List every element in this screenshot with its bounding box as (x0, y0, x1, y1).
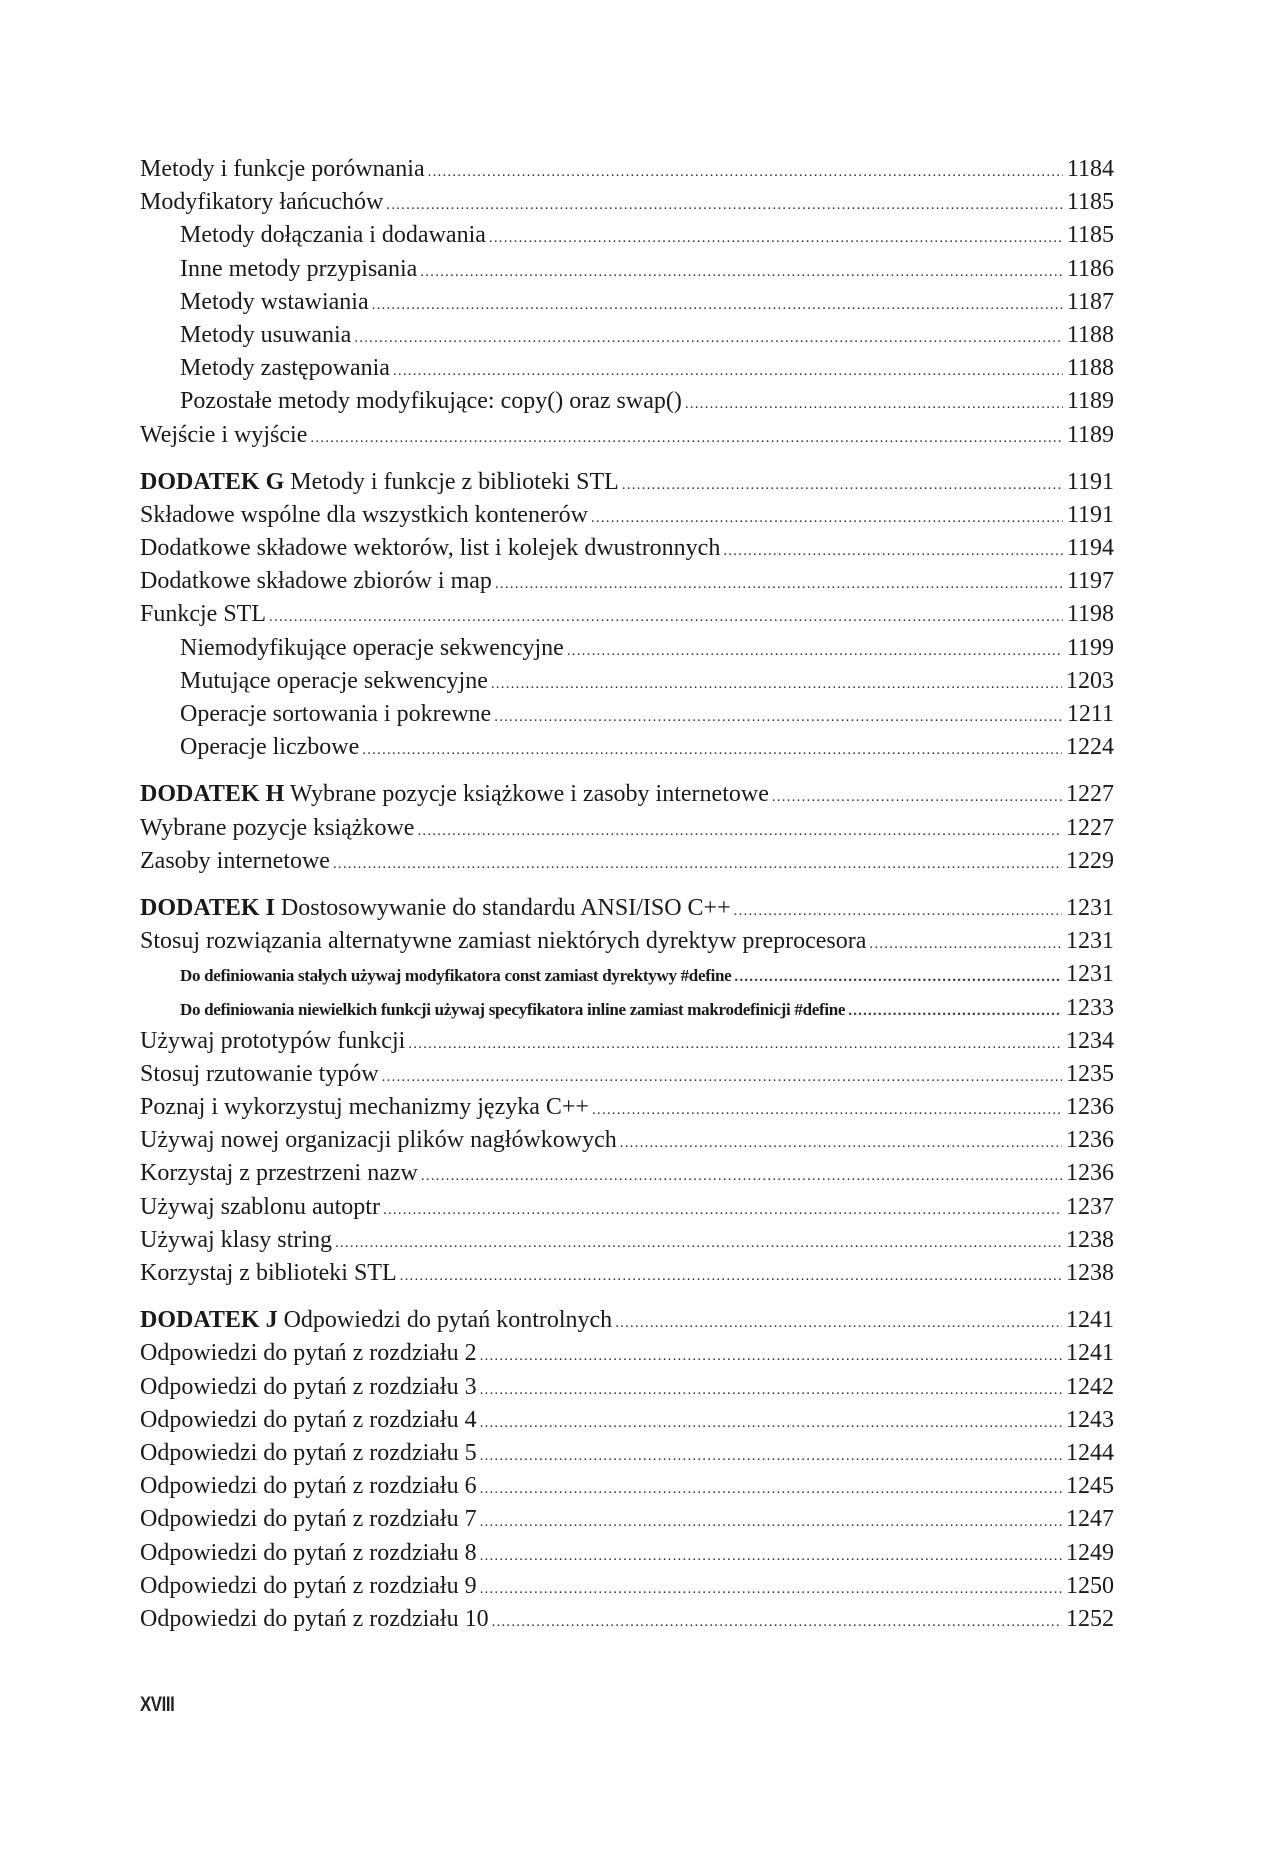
toc-entry-title (140, 1091, 589, 1124)
dot-leader (480, 1340, 1062, 1373)
dot-leader (428, 156, 1063, 189)
dot-leader (421, 1160, 1062, 1193)
toc-entry-title (140, 812, 414, 845)
toc-entry-title (140, 598, 266, 631)
toc-appendix-heading (140, 466, 1114, 499)
dot-leader (622, 469, 1063, 502)
toc-entry-title (140, 632, 564, 665)
entry-text: Dodatkowe składowe wektorów, list i kolejek dwustronnych (140, 535, 721, 562)
toc-entry-title (140, 731, 359, 764)
toc-entry (140, 1224, 1114, 1257)
entry-text: Odpowiedzi do pytań z rozdziału 5 (140, 1439, 477, 1466)
toc-entry (140, 698, 1114, 731)
toc-entry-title (140, 925, 866, 958)
entry-text: Odpowiedzi do pytań z rozdziału 9 (140, 1572, 477, 1599)
entry-text: Odpowiedzi do pytań z rozdziału 7 (140, 1506, 477, 1533)
toc-entry-title (140, 1257, 397, 1290)
toc-entry-title (140, 219, 486, 252)
toc-entry (140, 1404, 1114, 1437)
dot-leader (480, 1506, 1062, 1539)
toc-page-number: 1236 (1066, 1127, 1114, 1154)
toc-entry (140, 1091, 1114, 1124)
entry-text: Do definiowania stałych używaj modyfikatora const zamiast dyrektywy #define (180, 966, 732, 986)
toc-entry-title (140, 1191, 380, 1224)
toc-entry-title (140, 1470, 477, 1503)
appendix-label: DODATEK G (140, 468, 285, 495)
entry-text: Operacje sortowania i pokrewne (180, 701, 492, 727)
dot-leader (354, 322, 1063, 355)
toc-entry (140, 665, 1114, 698)
dot-leader (480, 1573, 1062, 1606)
toc-page-number: 1231 (1066, 961, 1114, 988)
toc-page-number: 1231 (1066, 928, 1114, 955)
entry-text: Odpowiedzi do pytań kontrolnych (283, 1307, 613, 1334)
toc-page-number: 1247 (1066, 1506, 1114, 1533)
toc-page-number: 1199 (1066, 634, 1114, 661)
toc-entry-title (140, 352, 390, 385)
entry-text: Wejście i wyjście (140, 421, 308, 448)
dot-leader (335, 1227, 1062, 1260)
dot-leader (491, 668, 1062, 701)
toc-page-number: 1186 (1066, 255, 1114, 282)
entry-text: Pozostałe metody modyfikujące: copy() oraz swap() (180, 388, 682, 415)
toc-page-number: 1224 (1066, 734, 1114, 761)
toc-entry (140, 565, 1114, 598)
entry-text: Metody i funkcje z biblioteki STL (290, 468, 619, 495)
toc-appendix-heading (140, 1304, 1114, 1337)
toc-entry (140, 992, 1114, 1025)
dot-leader (382, 1061, 1062, 1094)
toc-entry (140, 419, 1114, 452)
dot-leader (723, 535, 1063, 568)
toc-entry (140, 1371, 1114, 1404)
toc-page-number: 1238 (1066, 1226, 1114, 1253)
toc-page-number: 1236 (1066, 1160, 1114, 1187)
toc-page-number: 1191 (1066, 468, 1114, 495)
dot-leader (869, 928, 1062, 961)
entry-text: Mutujące operacje sekwencyjne (180, 667, 488, 694)
entry-text: Wybrane pozycje książkowe (140, 814, 415, 841)
toc-page-number: 1184 (1066, 156, 1114, 182)
toc-entry-title (140, 1603, 489, 1636)
toc-entry-title (140, 698, 491, 731)
entry-text: Używaj szablonu autoptr (140, 1193, 380, 1220)
toc-entry (140, 1337, 1114, 1370)
dot-leader (372, 289, 1063, 322)
entry-text: Metody zastępowania (180, 355, 390, 382)
toc-entry (140, 253, 1114, 286)
entry-text: Funkcje STL (140, 601, 266, 628)
toc-page-number: 1244 (1066, 1439, 1114, 1466)
toc-page-number: 1250 (1066, 1572, 1114, 1599)
entry-text: Do definiowania niewielkich funkcji używaj specyfikatora inline zamiast makrodefinicji #define (180, 999, 846, 1019)
entry-text: Metody i funkcje porównania (140, 156, 425, 182)
toc-page-number: 1249 (1066, 1539, 1114, 1566)
toc-page-number: 1185 (1066, 222, 1114, 249)
toc-entry (140, 1124, 1114, 1157)
toc-page-number: 1227 (1066, 814, 1114, 841)
toc-entry-title (140, 665, 488, 698)
toc-page-number: 1211 (1066, 701, 1114, 727)
toc-entry (140, 1157, 1114, 1190)
dot-leader (480, 1540, 1062, 1573)
toc-page-number: 1238 (1066, 1260, 1114, 1286)
entry-text: Odpowiedzi do pytań z rozdziału 3 (140, 1373, 477, 1400)
dot-leader (383, 1194, 1062, 1227)
entry-text: Odpowiedzi do pytań z rozdziału 10 (140, 1605, 489, 1632)
toc-entry (140, 632, 1114, 665)
dot-leader (567, 635, 1063, 668)
entry-text: Składowe wspólne dla wszystkich kontenerów (140, 501, 588, 528)
toc-page-number: 1234 (1066, 1027, 1114, 1054)
toc-entry (140, 532, 1114, 565)
dot-leader (620, 1127, 1062, 1160)
toc-entry (140, 286, 1114, 319)
entry-text: Metody dołączania i dodawania (180, 222, 486, 249)
toc-appendix-heading (140, 778, 1114, 811)
toc-entry (140, 499, 1114, 532)
entry-text: Inne metody przypisania (180, 255, 418, 282)
toc-entry-title (140, 1224, 332, 1257)
dot-leader (408, 1028, 1062, 1061)
toc-entry (140, 319, 1114, 352)
toc-page-number: 1187 (1066, 288, 1114, 315)
toc-page-number: 1242 (1066, 1373, 1114, 1400)
entry-text: Stosuj rzutowanie typów (140, 1060, 379, 1087)
toc-entry-title (140, 286, 369, 319)
dot-leader (848, 995, 1062, 1028)
dot-leader (417, 815, 1062, 848)
toc-entry (140, 153, 1114, 186)
toc-entry-title (140, 1124, 617, 1157)
toc-page-number: 1191 (1066, 501, 1114, 528)
entry-text: Używaj klasy string (140, 1226, 332, 1253)
toc-page-number: 1243 (1066, 1406, 1114, 1433)
dot-leader (400, 1260, 1062, 1293)
entry-text: Odpowiedzi do pytań z rozdziału 6 (140, 1473, 477, 1500)
toc-entry (140, 1537, 1114, 1570)
toc-entry (140, 385, 1114, 418)
toc-entry-title (140, 419, 307, 452)
dot-leader (592, 1094, 1062, 1127)
appendix-label: DODATEK H (140, 781, 285, 808)
toc-entry-title (140, 1304, 612, 1337)
toc-entry (140, 1603, 1114, 1636)
toc-entry (140, 731, 1114, 764)
toc-page-number: 1241 (1066, 1340, 1114, 1367)
toc-page-number: 1237 (1066, 1193, 1114, 1220)
toc-entry-title (140, 532, 720, 565)
dot-leader (310, 422, 1063, 455)
toc-entry (140, 1257, 1114, 1290)
entry-text: Używaj nowej organizacji plików nagłówkowych (140, 1127, 617, 1154)
toc-entry-title (140, 153, 425, 186)
toc-entry-title (140, 1537, 477, 1570)
dot-leader (269, 601, 1063, 634)
entry-text: Dodatkowe składowe zbiorów i map (140, 568, 492, 595)
dot-leader (480, 1407, 1062, 1440)
toc-page-number: 1188 (1066, 321, 1114, 348)
toc-entry-title (140, 892, 731, 925)
toc-entry (140, 1058, 1114, 1091)
dot-leader (772, 781, 1062, 814)
toc-appendix-heading (140, 892, 1114, 925)
entry-text: Operacje liczbowe (180, 734, 360, 761)
toc-page-number: 1203 (1066, 667, 1114, 694)
dot-leader (495, 568, 1063, 601)
dot-leader (494, 701, 1063, 734)
toc-entry-title (140, 993, 845, 1026)
toc-entry-title (140, 1337, 477, 1370)
toc-entry (140, 958, 1114, 991)
toc-page-number: 1189 (1066, 388, 1114, 415)
toc-entry-title (140, 1371, 477, 1404)
entry-text: Odpowiedzi do pytań z rozdziału 2 (140, 1340, 477, 1367)
toc-entry (140, 1470, 1114, 1503)
toc-page-number: 1236 (1066, 1094, 1114, 1121)
toc-entry-title (140, 565, 492, 598)
toc-entry (140, 352, 1114, 385)
entry-text: Używaj prototypów funkcji (140, 1027, 406, 1054)
dot-leader (615, 1307, 1062, 1340)
toc-entry (140, 186, 1114, 219)
dot-leader (685, 388, 1063, 421)
toc-entry (140, 598, 1114, 631)
toc-page-number: 1241 (1066, 1307, 1114, 1334)
toc-entry (140, 1025, 1114, 1058)
dot-leader (591, 502, 1063, 535)
entry-text: Niemodyfikujące operacje sekwencyjne (180, 634, 564, 661)
toc-entry-title (140, 1157, 418, 1190)
toc-page-number: 1231 (1066, 894, 1114, 921)
toc-page-number: 1189 (1066, 421, 1114, 448)
entry-text: Modyfikatory łańcuchów (140, 189, 384, 216)
toc-page-number: 1227 (1066, 781, 1114, 808)
appendix-label: DODATEK J (140, 1307, 278, 1334)
entry-text: Poznaj i wykorzystuj mechanizmy języka C++ (140, 1094, 589, 1121)
toc-entry-title (140, 1503, 477, 1536)
entry-text: Zasoby internetowe (140, 847, 330, 874)
dot-leader (734, 895, 1062, 928)
dot-leader (480, 1374, 1062, 1407)
dot-leader (480, 1440, 1062, 1473)
toc-page-number: 1235 (1066, 1060, 1114, 1087)
entry-text: Metody usuwania (180, 321, 352, 348)
dot-leader (420, 256, 1063, 289)
toc-entry-title (140, 778, 769, 811)
toc-entry (140, 1437, 1114, 1470)
toc-entry (140, 925, 1114, 958)
entry-text: Korzystaj z biblioteki STL (140, 1260, 397, 1286)
toc-page-number: 1233 (1066, 994, 1114, 1021)
dot-leader (480, 1473, 1062, 1506)
page-number: XVIII (140, 1693, 175, 1716)
entry-text: Stosuj rozwiązania alternatywne zamiast niektórych dyrektyw preprocesora (140, 928, 867, 955)
toc-entry-title (140, 1404, 477, 1437)
appendix-label: DODATEK I (140, 894, 275, 921)
dot-leader (386, 189, 1063, 222)
toc-page-number: 1188 (1066, 355, 1114, 382)
entry-text: Odpowiedzi do pytań z rozdziału 8 (140, 1539, 477, 1566)
toc-entry-title (140, 385, 682, 418)
toc-page-number: 1197 (1066, 568, 1114, 595)
toc-page-number: 1198 (1066, 601, 1114, 628)
dot-leader (492, 1606, 1062, 1639)
toc-entry (140, 1503, 1114, 1536)
dot-leader (734, 961, 1062, 994)
toc-entry-title (140, 253, 417, 286)
dot-leader (362, 734, 1062, 767)
toc-entry-title (140, 1437, 477, 1470)
toc-entry-title (140, 466, 619, 499)
toc-page-number: 1194 (1066, 535, 1114, 562)
entry-text: Wybrane pozycje książkowe i zasoby internetowe (289, 781, 769, 808)
toc-entry (140, 812, 1114, 845)
toc-page-number: 1252 (1066, 1605, 1114, 1632)
toc-entry (140, 845, 1114, 878)
toc-entry-title (140, 499, 588, 532)
table-of-contents (140, 153, 1114, 1636)
entry-text: Dostosowywanie do standardu ANSI/ISO C++ (280, 894, 731, 921)
entry-text: Metody wstawiania (180, 288, 369, 315)
entry-text: Korzystaj z przestrzeni nazw (140, 1160, 418, 1187)
toc-entry-title (140, 1025, 405, 1058)
toc-entry-title (140, 186, 383, 219)
toc-entry (140, 1191, 1114, 1224)
entry-text: Odpowiedzi do pytań z rozdziału 4 (140, 1406, 477, 1433)
dot-leader (333, 848, 1062, 881)
toc-entry (140, 1570, 1114, 1603)
toc-entry-title (140, 959, 731, 992)
toc-entry-title (140, 1058, 379, 1091)
toc-entry-title (140, 319, 351, 352)
toc-page-number: 1245 (1066, 1473, 1114, 1500)
toc-page-number: 1185 (1066, 189, 1114, 216)
toc-entry-title (140, 1570, 477, 1603)
toc-page-number: 1229 (1066, 847, 1114, 874)
dot-leader (489, 222, 1063, 255)
dot-leader (393, 355, 1063, 388)
toc-entry-title (140, 845, 330, 878)
toc-entry (140, 219, 1114, 252)
